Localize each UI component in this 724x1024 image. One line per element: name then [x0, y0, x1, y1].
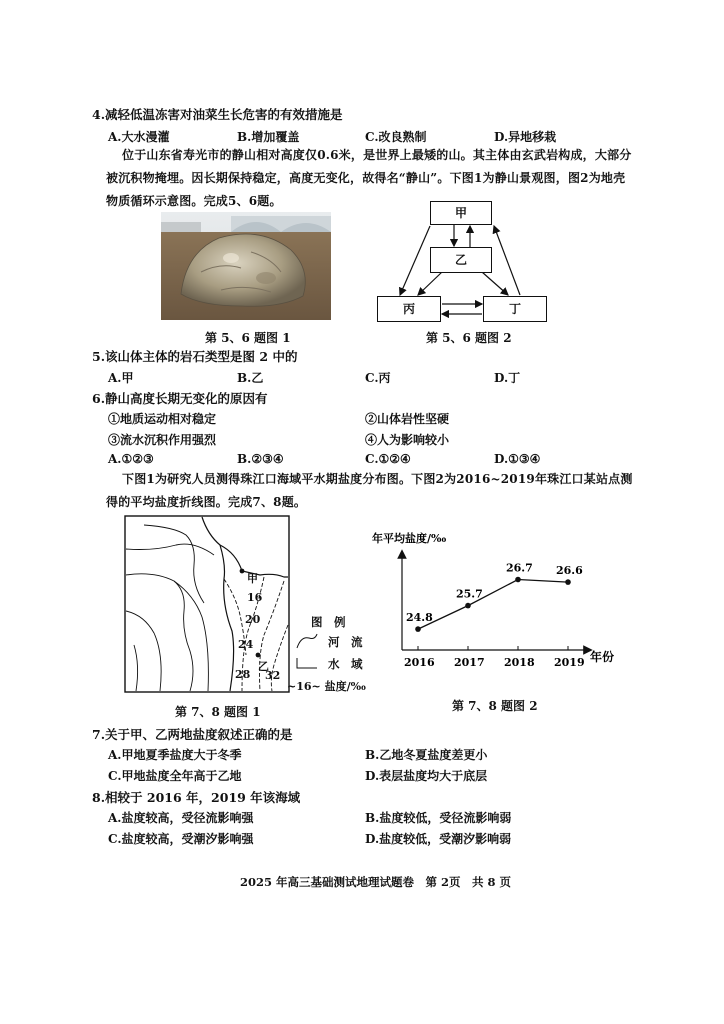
q6-option-a[interactable]: A.①②③ — [108, 452, 154, 466]
q8-option-b[interactable]: B.盐度较低，受径流影响弱 — [365, 811, 512, 825]
x-tick-label-2019: 2019 — [554, 656, 585, 669]
jingshan-photo-drawing — [161, 212, 331, 320]
q8-option-c[interactable]: C.盐度较高，受潮汐影响强 — [108, 832, 254, 846]
arrow-jia-bing — [400, 226, 430, 295]
q5-option-a[interactable]: A.甲 — [108, 371, 134, 385]
passage-7-8-text: 下图1为研究人员测得珠江口海域平水期盐度分布图。下图2为2016~2019年珠江口某站点测得的平均盐度折线图。完成7、8题。 — [106, 472, 633, 509]
q8-stem: 8.相较于 2016 年，2019 年该海域 — [92, 790, 301, 805]
legend-river: 河 流 — [328, 635, 363, 649]
map-label-16: 16 — [247, 591, 263, 604]
data-point-2016 — [415, 626, 421, 632]
fig56-caption-1: 第 5、6 题图 1 — [205, 331, 291, 345]
q5-option-b[interactable]: B.乙 — [237, 371, 264, 385]
q7-option-a[interactable]: A.甲地夏季盐度大于冬季 — [108, 748, 242, 762]
passage-5-6-text: 位于山东省寿光市的静山相对高度仅0.6米，是世界上最矮的山。其主体由玄武岩构成，大部分被沉积物掩埋。因长期保持稳定，高度无变化，故得名“静山”。下图1为静山景观图，图2为地壳物质循环示意图。完成5、6题。 — [106, 148, 632, 208]
legend-river-symbol — [295, 632, 319, 650]
q5-option-d[interactable]: D.丁 — [494, 371, 521, 385]
salinity-series-line — [418, 580, 568, 630]
page-footer: 2025 年高三基础测试地理试题卷 第 2页 共 8 页 — [240, 875, 512, 889]
map-label-yi: 乙 — [258, 660, 269, 673]
q6-option-d[interactable]: D.①③④ — [494, 452, 541, 466]
box-bing: 丙 — [377, 296, 441, 322]
x-tick-label-2018: 2018 — [504, 656, 535, 669]
passage-7-8 — [106, 468, 634, 514]
q6-statement-4: ④人为影响较小 — [365, 433, 450, 447]
legend-water-symbol — [295, 654, 319, 672]
q4-option-c[interactable]: C.改良熟制 — [365, 130, 427, 144]
point-yi — [256, 653, 261, 658]
data-label-2016: 24.8 — [406, 611, 433, 625]
data-label-2017: 25.7 — [456, 587, 483, 601]
x-tick-label-2016: 2016 — [404, 656, 435, 669]
arrow-yi-ding — [482, 272, 508, 295]
fig78-caption-2: 第 7、8 题图 2 — [452, 699, 538, 713]
point-jia — [240, 569, 245, 574]
fig56-caption-2: 第 5、6 题图 2 — [426, 331, 512, 345]
map-label-20: 20 — [245, 613, 261, 626]
map-label-jia: 甲 — [247, 572, 258, 585]
q7-stem: 7.关于甲、乙两地盐度叙述正确的是 — [92, 727, 293, 742]
arrow-ding-jia — [494, 226, 520, 295]
q8-option-a[interactable]: A.盐度较高，受径流影响强 — [108, 811, 254, 825]
legend-title: 图 例 — [311, 615, 346, 629]
q4-option-d[interactable]: D.异地移栽 — [494, 130, 557, 144]
arrow-yi-bing — [418, 272, 442, 295]
chart-ylabel: 年平均盐度/‰ — [372, 532, 447, 545]
q6-stem: 6.静山高度长期无变化的原因有 — [92, 391, 268, 406]
q8-option-d[interactable]: D.盐度较低，受潮汐影响弱 — [365, 832, 512, 846]
q4-option-b[interactable]: B.增加覆盖 — [237, 130, 300, 144]
fig78-caption-1: 第 7、8 题图 1 — [175, 705, 261, 719]
salinity-line-chart — [368, 528, 638, 698]
q7-option-c[interactable]: C.甲地盐度全年高于乙地 — [108, 769, 242, 783]
data-label-2019: 26.6 — [556, 564, 583, 578]
data-label-2018: 26.7 — [506, 561, 533, 575]
q5-option-c[interactable]: C.丙 — [365, 371, 391, 385]
q4-option-a[interactable]: A.大水漫灌 — [108, 130, 170, 144]
box-yi: 乙 — [430, 247, 492, 273]
box-jia: 甲 — [430, 201, 492, 225]
q6-statement-1: ①地质运动相对稳定 — [108, 412, 217, 426]
q6-statement-3: ③流水沉积作用强烈 — [108, 433, 217, 447]
data-point-2017 — [465, 603, 471, 609]
data-point-2018 — [515, 577, 521, 583]
legend-water: 水 域 — [328, 657, 363, 671]
x-tick-label-2017: 2017 — [454, 656, 485, 669]
map-label-28: 28 — [235, 668, 251, 681]
q7-option-b[interactable]: B.乙地冬夏盐度差更小 — [365, 748, 488, 762]
q6-statement-2: ②山体岩性坚硬 — [365, 412, 450, 426]
q4-stem: 4.减轻低温冻害对油菜生长危害的有效措施是 — [92, 107, 343, 122]
legend-salinity: ~16~ 盐度/‰ — [287, 680, 366, 693]
passage-5-6 — [106, 144, 634, 213]
q5-stem: 5.该山体主体的岩石类型是图 2 中的 — [92, 349, 298, 364]
map-label-32: 32 — [265, 669, 281, 682]
map-label-24: 24 — [238, 638, 254, 651]
chart-xlabel: 年份 — [590, 650, 615, 664]
q6-option-b[interactable]: B.②③④ — [237, 452, 284, 466]
jingshan-photo — [161, 212, 331, 320]
q6-option-c[interactable]: C.①②④ — [365, 452, 411, 466]
q7-option-d[interactable]: D.表层盐度均大于底层 — [365, 769, 488, 783]
data-point-2019 — [565, 579, 571, 585]
box-ding: 丁 — [483, 296, 547, 322]
